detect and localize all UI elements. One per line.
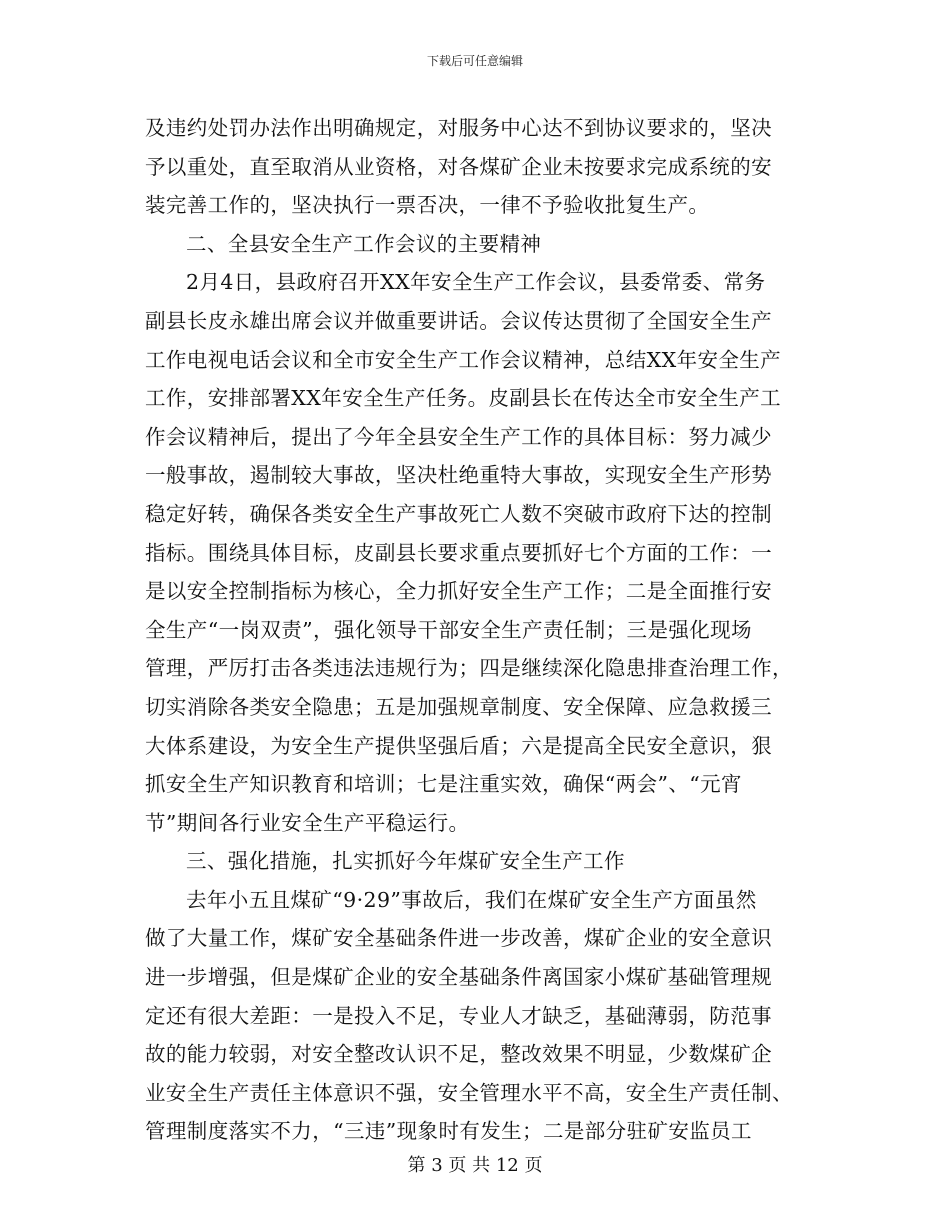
body-line: 业安全生产责任主体意识不强，安全管理水平不高，安全生产责任制、	[145, 1080, 793, 1105]
body-line: 做了大量工作，煤矿安全基础条件进一步改善，煤矿企业的安全意识	[145, 926, 772, 951]
body-line: 去年小五且煤矿“9·29”事故后，我们在煤矿安全生产方面虽然	[186, 887, 757, 912]
body-line: 全生产“一岗双责”，强化领导干部安全生产责任制；三是强化现场	[145, 617, 752, 642]
body-line: 切实消除各类安全隐患；五是加强规章制度、安全保障、应急救援三	[145, 694, 772, 719]
body-line: 工作，安排部署XX年安全生产任务。皮副县长在传达全市安全生产工	[145, 386, 782, 411]
body-line: 是以安全控制指标为核心，全力抓好安全生产工作；二是全面推行安	[145, 579, 772, 604]
body-line: 2月4日，县政府召开XX年安全生产工作会议，县委常委、常务	[186, 270, 766, 295]
body-line: 定还有很大差距：一是投入不足，专业人才缺乏，基础薄弱，防范事	[145, 1003, 772, 1028]
body-line: 管理制度落实不力，“三违”现象时有发生；二是部分驻矿安监员工	[145, 1119, 752, 1144]
body-line: 及违约处罚办法作出明确规定，对服务中心达不到协议要求的，坚决	[145, 116, 772, 140]
document-body	[145, 109, 810, 1151]
body-line: 节”期间各行业安全生产平稳运行。	[145, 810, 470, 835]
body-line: 工作电视电话会议和全市安全生产工作会议精神，总结XX年安全生产	[145, 347, 782, 372]
page-header-note: 下载后可任意编辑	[426, 54, 523, 68]
body-line: 一般事故，遏制较大事故，坚决杜绝重特大事故，实现安全生产形势	[145, 463, 772, 488]
body-line: 装完善工作的，坚决执行一票否决，一律不予验收批复生产。	[145, 193, 710, 218]
body-line: 副县长皮永雄出席会议并做重要讲话。会议传达贯彻了全国安全生产	[145, 308, 772, 333]
body-line: 指标。围绕具体目标，皮副县长要求重点要抓好七个方面的工作：一	[145, 540, 772, 565]
body-line: 稳定好转，确保各类安全生产事故死亡人数不突破市政府下达的控制	[145, 501, 772, 526]
body-line: 大体系建设，为安全生产提供坚强后盾；六是提高全民安全意识，狠	[145, 733, 772, 758]
body-line: 故的能力较弱，对安全整改认识不足，整改效果不明显，少数煤矿企	[145, 1042, 772, 1067]
body-line: 予以重处，直至取消从业资格，对各煤矿企业未按要求完成系统的安	[145, 154, 772, 179]
page-number: 第 3 页 共 12 页	[407, 1155, 543, 1176]
section-heading-2: 二、全县安全生产工作会议的主要精神	[186, 231, 542, 256]
body-line: 管理，严厉打击各类违法违规行为；四是继续深化隐患排查治理工作，	[145, 656, 793, 681]
body-line: 抓安全生产知识教育和培训；七是注重实效，确保“两会”、“元宵	[145, 772, 742, 797]
body-line: 进一步增强，但是煤矿企业的安全基础条件离国家小煤矿基础管理规	[145, 965, 772, 990]
body-line: 作会议精神后，提出了今年全县安全生产工作的具体目标：努力减少	[145, 424, 772, 449]
section-heading-3: 三、强化措施，扎实抓好今年煤矿安全生产工作	[186, 849, 625, 874]
